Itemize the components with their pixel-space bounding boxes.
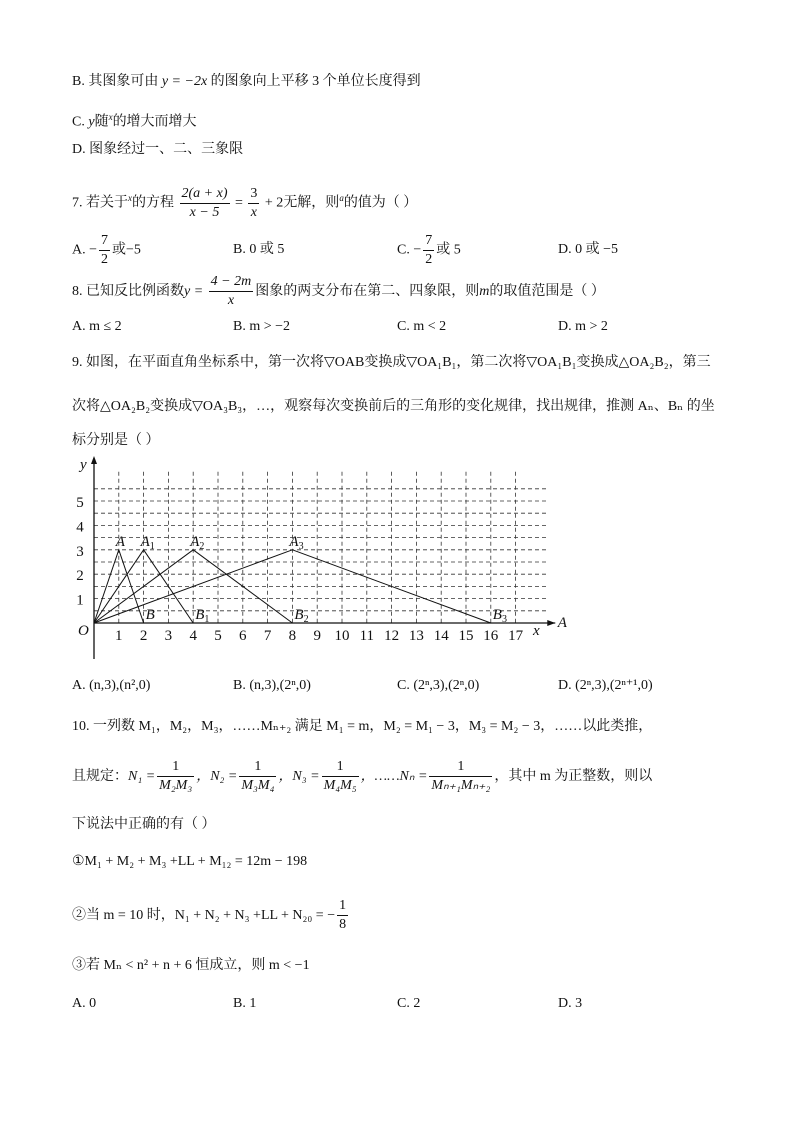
y-axis-label: y <box>80 456 87 473</box>
q7-fraction-1-num: 2(a + x) <box>180 185 230 204</box>
q10-statement-2 <box>72 896 350 936</box>
x-tick-4: 4 <box>189 628 197 644</box>
q7-option-c-den: 2 <box>425 252 433 267</box>
q8-tail: 的取值范围是（ ） <box>489 284 605 299</box>
q10-n3-den: M₄M₅ <box>323 778 357 794</box>
y-axis-arrow-icon <box>91 456 97 464</box>
q7-fraction-2-num: 3 <box>248 185 259 204</box>
q7-option-c-post: 或 5 <box>436 242 461 258</box>
q7-equals: = <box>235 195 243 211</box>
x-tick-5: 5 <box>214 628 222 644</box>
q10-stem-line-3: 下说法中正确的有（ ） <box>72 817 216 832</box>
q7-tail: 的值为（ ） <box>343 195 418 211</box>
q6-option-c-x: x <box>108 112 113 122</box>
x-tick-9: 9 <box>313 628 321 644</box>
q10-statement-1: ①M₁ + M₂ + M₃ +LL + M₁₂ = 12m − 198 <box>72 854 308 869</box>
q9-stem-line-3: 标分别是（ ） <box>72 433 160 448</box>
q7-option-a-label: A. <box>72 242 86 258</box>
q9-stem-line-1: 9. 如图，在平面直角坐标系中，第一次将▽OAB变换成▽OA₁B₁，第二次将▽OA₁B₁变换成△OA₂B₂，第三 <box>72 355 711 370</box>
q7-option-c <box>397 232 461 269</box>
x-axis-end-label: A <box>557 615 567 631</box>
q10-n1: N₁ = <box>128 769 156 784</box>
q7-option-a <box>72 232 141 269</box>
q7-mid: 的方程 <box>132 195 174 211</box>
q10-n2-fraction <box>239 758 276 795</box>
x-tick-3: 3 <box>164 628 173 644</box>
q6-option-b-prefix: B. 其图象可由 <box>72 74 159 89</box>
q6-option-b <box>72 72 421 92</box>
q10-option-b: B. 1 <box>233 996 257 1011</box>
q7-option-a-fraction <box>99 232 110 269</box>
q7-fraction-1-den: x − 5 <box>189 204 220 220</box>
q7-option-b: B. 0 或 5 <box>233 242 285 257</box>
q10-n3-fraction <box>322 758 359 795</box>
q6-option-b-formula: y = −2x <box>161 74 208 89</box>
q9-option-c: C. (2ⁿ,3),(2ⁿ,0) <box>397 678 480 693</box>
q8-y: y = <box>184 284 204 299</box>
q10-n2-den: M₃M₄ <box>241 778 275 794</box>
point-b1-label: $B_1$ <box>195 607 210 625</box>
q10-n3: ，N₃ = <box>278 769 320 784</box>
y-tick-3: 3 <box>76 543 84 560</box>
q10-n3-num: 1 <box>322 758 359 777</box>
x-axis-label: x <box>532 623 540 639</box>
y-tick-4: 4 <box>76 519 84 536</box>
x-tick-17: 17 <box>508 628 524 644</box>
point-a-label: A <box>115 533 125 550</box>
x-tick-16: 16 <box>483 628 499 644</box>
point-a2-label: $A_2$ <box>190 533 205 552</box>
point-a1-label: $A_1$ <box>140 533 155 552</box>
q8-option-c: C. m < 2 <box>397 319 447 334</box>
q7-fraction-2 <box>248 185 259 222</box>
q8-option-d: D. m > 2 <box>558 319 608 334</box>
q7-option-a-neg: − <box>89 242 98 258</box>
x-tick-13: 13 <box>408 628 424 644</box>
q7-fraction-2-den: x <box>250 204 258 220</box>
q7-option-c-label: C. <box>397 242 410 258</box>
y-tick-1: 1 <box>76 592 84 609</box>
point-b-label: B <box>145 607 155 623</box>
q10-statement-2-num: 1 <box>337 897 348 916</box>
x-axis-arrow-icon <box>547 620 555 626</box>
q9-option-d: D. (2ⁿ,3),(2ⁿ⁺¹,0) <box>558 678 653 693</box>
x-tick-15: 15 <box>458 628 474 644</box>
q6-option-c-mid: 随 <box>94 114 109 130</box>
q10-statement-3: ③若 Mₙ < n² + n + 6 恒成立，则 m < −1 <box>72 958 310 973</box>
y-tick-5: 5 <box>76 495 84 511</box>
q9-option-a: A. (n,3),(n²,0) <box>72 678 151 693</box>
q7-fraction-1 <box>180 185 230 222</box>
point-a3-label: $A_3$ <box>289 533 304 552</box>
q8-post: 图象的两支分布在第二、四象限，则 <box>255 284 480 299</box>
q7-option-a-post: 或−5 <box>112 242 141 258</box>
q6-option-c-y: y <box>88 114 95 130</box>
q7-option-c-neg: − <box>413 242 422 258</box>
x-tick-1: 1 <box>115 628 123 644</box>
graph-labels <box>76 457 568 644</box>
q10-prefix: 且规定： <box>72 769 128 784</box>
q10-option-c: C. 2 <box>397 996 421 1011</box>
q10-nn-den: Mₙ₊₁Mₙ₊₂ <box>431 778 491 794</box>
q10-n1-fraction <box>157 758 194 795</box>
q7-post: 无解，则 <box>283 195 340 211</box>
q10-nn: ，……Nₙ = <box>360 769 428 784</box>
coordinate-graph <box>60 455 590 665</box>
q8-fraction <box>209 273 254 310</box>
q10-statement-2-den: 8 <box>339 917 347 933</box>
q7-plus: + 2 <box>264 195 284 211</box>
q7-stem <box>72 178 417 224</box>
q6-option-b-suffix: 的图象向上平移 3 个单位长度得到 <box>210 74 421 89</box>
x-tick-8: 8 <box>288 628 297 644</box>
q7-x: x <box>128 193 132 203</box>
q10-nn-num: 1 <box>429 758 492 777</box>
point-b2-label: $B_2$ <box>294 607 309 625</box>
q7-option-c-fraction <box>423 232 434 269</box>
x-tick-12: 12 <box>384 628 400 644</box>
q10-nn-fraction <box>429 758 492 795</box>
x-tick-6: 6 <box>239 628 247 644</box>
q9-stem-line-2: 次将△OA₂B₂变换成▽OA₃B₃，…，观察每次变换前后的三角形的变化规律，找出规律，推测 Aₙ、Bₙ 的坐 <box>72 399 715 414</box>
q10-post: ，其中 m 为正整数，则以 <box>494 769 653 784</box>
x-tick-10: 10 <box>334 628 350 644</box>
q7-option-c-num: 7 <box>423 232 434 251</box>
q10-n2: ，N₂ = <box>196 769 238 784</box>
q6-option-c <box>72 107 197 133</box>
q7-option-a-num: 7 <box>99 232 110 251</box>
q10-option-d: D. 3 <box>558 996 583 1011</box>
q7-a: a <box>339 193 344 203</box>
q10-n2-num: 1 <box>239 758 276 777</box>
q7-option-a-den: 2 <box>101 252 109 267</box>
q10-statement-2-text: ②当 m = 10 时，N₁ + N₂ + N₃ +LL + N₂₀ = − <box>72 908 336 923</box>
q8-option-b: B. m > −2 <box>233 319 291 334</box>
q7-option-d: D. 0 或 −5 <box>558 242 619 257</box>
q8-fraction-den: x <box>227 293 235 309</box>
q10-stem-line-2 <box>72 757 652 797</box>
q6-option-c-suffix: 的增大而增大 <box>112 114 197 130</box>
q6-option-d: D. 图象经过一、二、三象限 <box>72 142 244 157</box>
x-tick-11: 11 <box>359 628 375 644</box>
q10-n1-den: M₂M₃ <box>159 778 193 794</box>
point-b3-label: $B_3$ <box>492 607 507 625</box>
q8-fraction-num: 4 − 2m <box>209 273 254 292</box>
q10-stem-line-1: 10. 一列数 M₁，M₂，M₃，……Mₙ₊₂ 满足 M₁ = m，M₂ = M₁ − 3，M₃ = M₂ − 3，……以此类推， <box>72 719 653 734</box>
q6-option-c-prefix: C. <box>72 114 89 130</box>
x-tick-2: 2 <box>139 628 148 644</box>
origin-label: O <box>78 623 89 639</box>
q8-m: m <box>479 284 490 299</box>
q8-stem <box>72 272 605 312</box>
x-tick-14: 14 <box>433 628 449 644</box>
q10-n1-num: 1 <box>157 758 194 777</box>
x-tick-7: 7 <box>263 628 272 644</box>
q10-option-a: A. 0 <box>72 996 97 1011</box>
q7-prefix: 7. 若关于 <box>72 195 128 211</box>
q8-option-a: A. m ≤ 2 <box>72 319 122 334</box>
q10-statement-2-fraction <box>337 897 348 934</box>
q8-prefix: 8. 已知反比例函数 <box>72 284 184 299</box>
y-tick-2: 2 <box>76 568 84 585</box>
q9-option-b: B. (n,3),(2ⁿ,0) <box>233 678 311 693</box>
